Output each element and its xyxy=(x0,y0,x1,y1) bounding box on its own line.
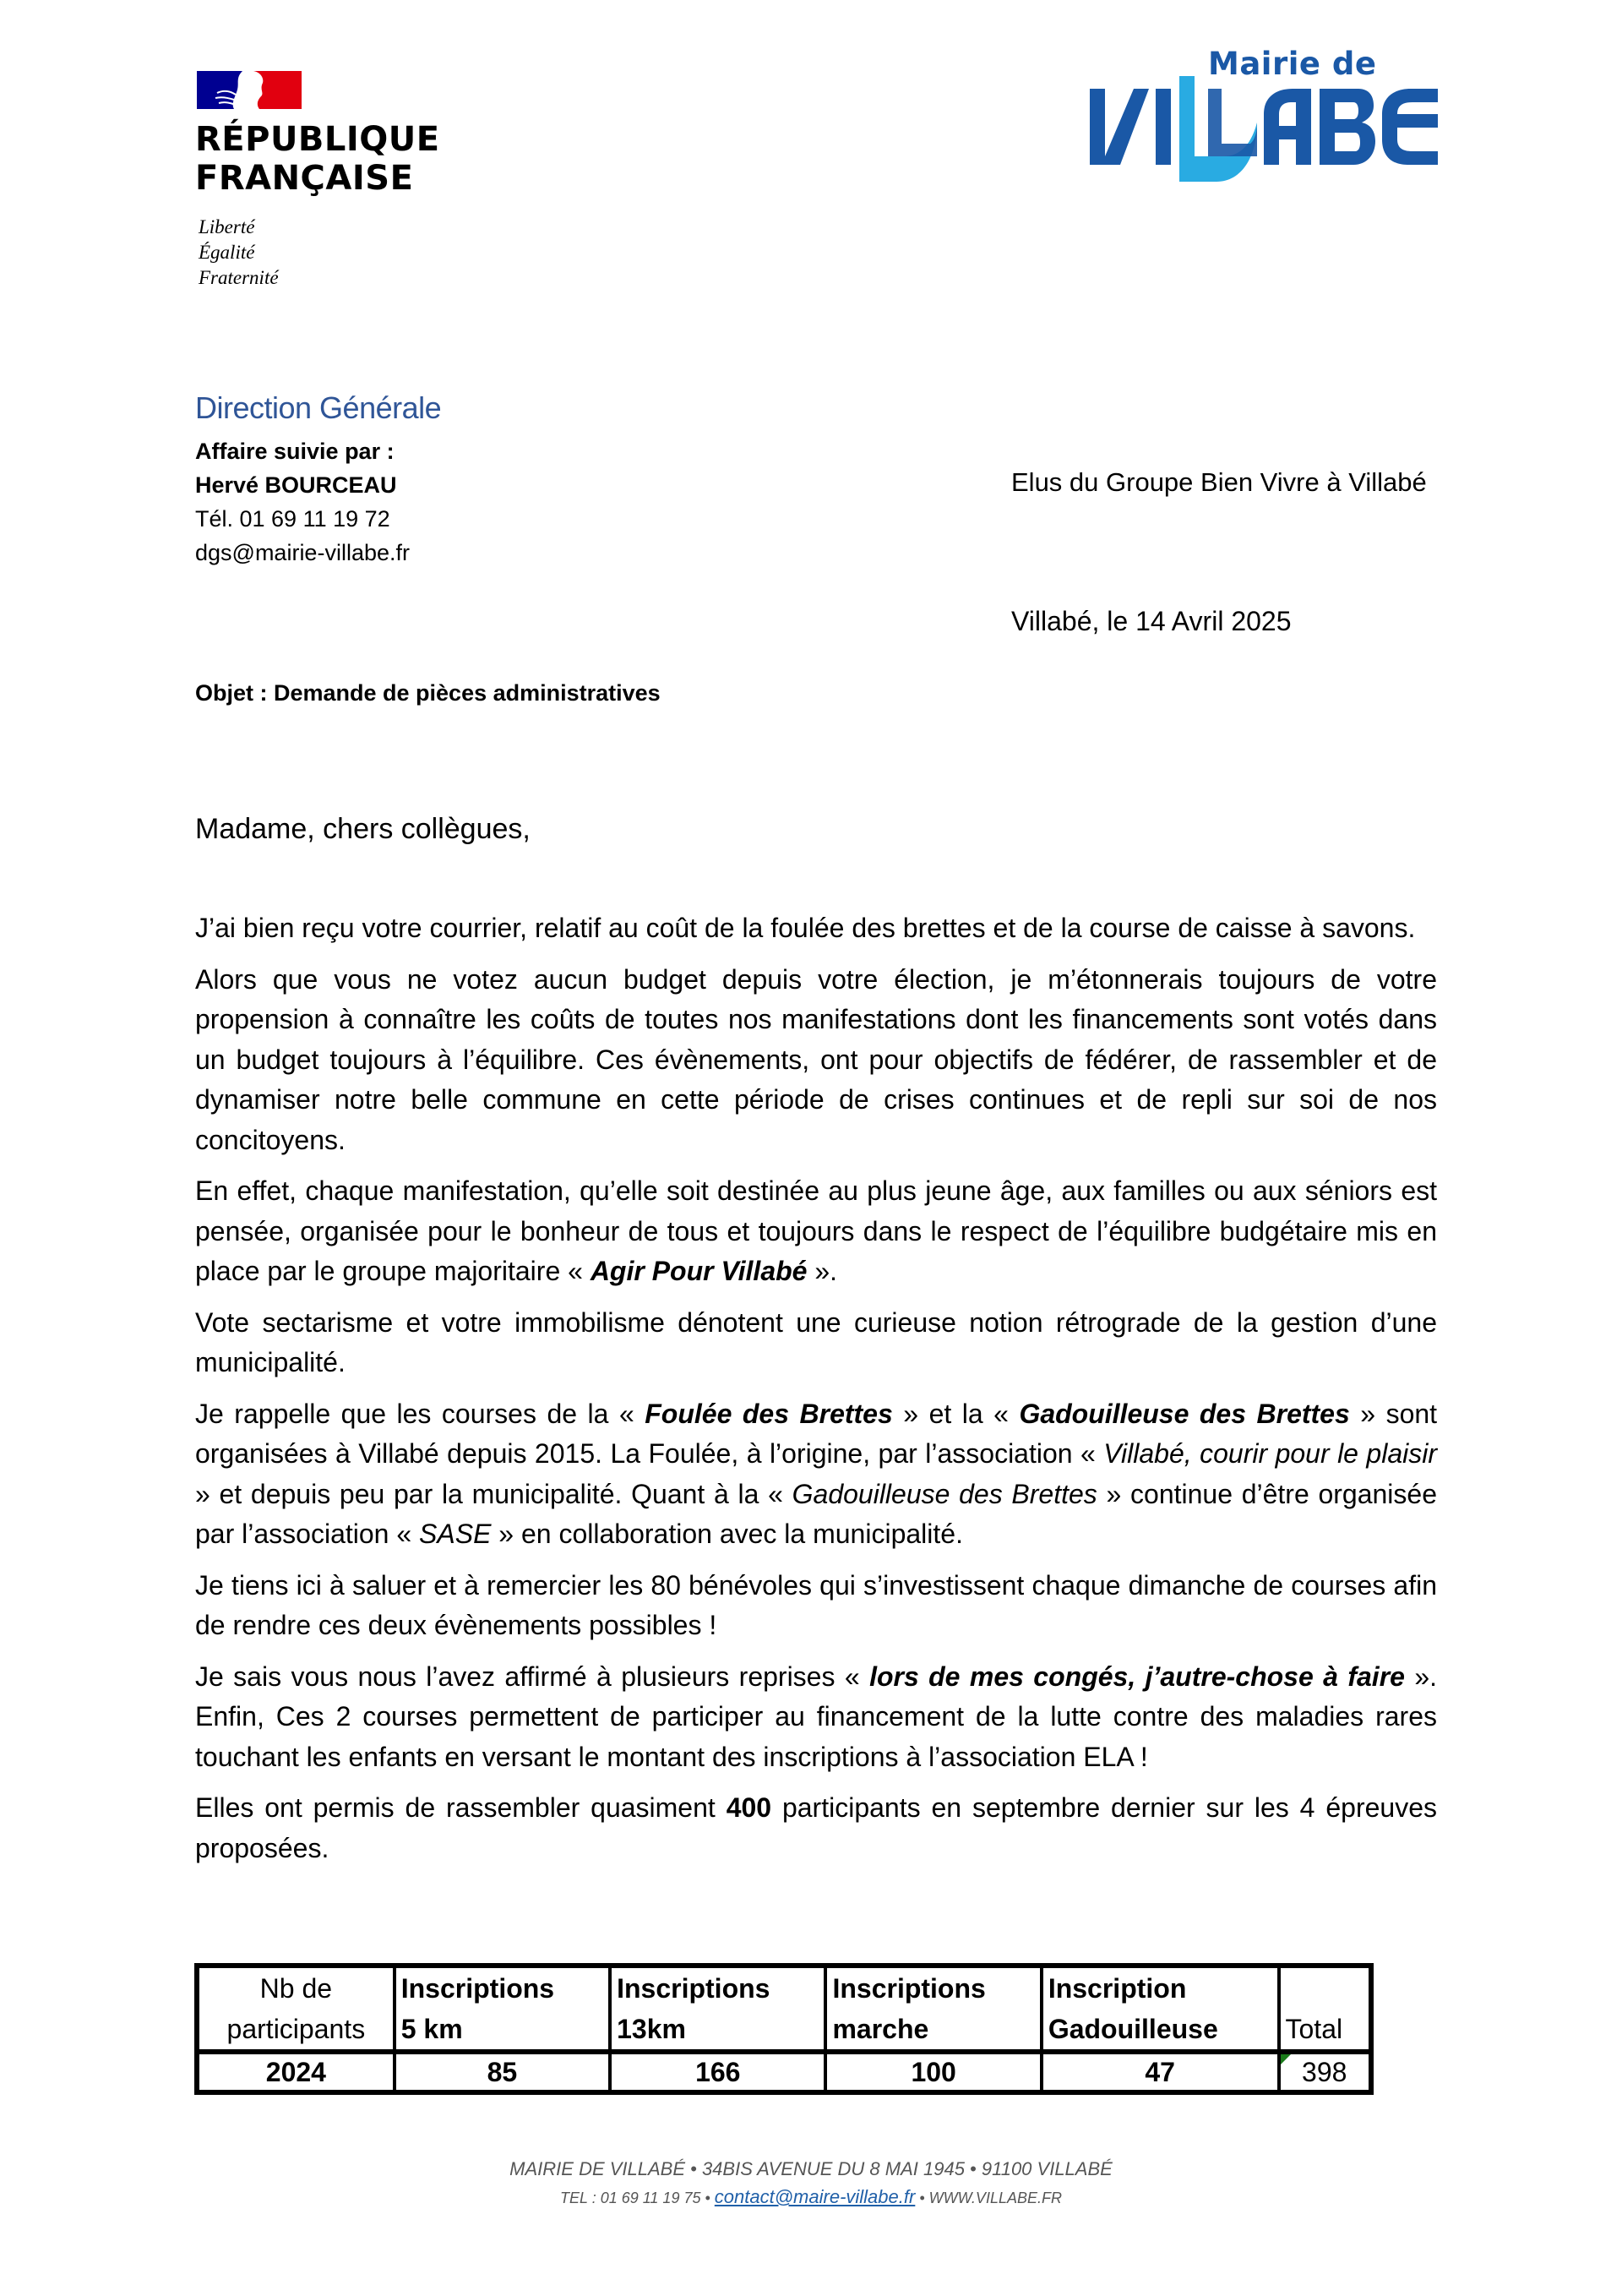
race-name-gadouilleuse: Gadouilleuse des Brettes xyxy=(1019,1398,1350,1429)
total-value: 398 xyxy=(1302,2056,1347,2087)
p5-text-c: » et la « xyxy=(892,1398,1020,1429)
footer-address: MAIRIE DE VILLABÉ • 34BIS AVENUE DU 8 MAI 1945 • 91100 VILLABÉ xyxy=(509,2158,1113,2179)
header-line2: Total xyxy=(1285,2014,1343,2044)
p5-text-a: Je rappelle que les courses de la « xyxy=(195,1398,645,1429)
paragraph-7 xyxy=(195,1657,1437,1778)
motto-egalite: Égalité xyxy=(199,242,255,263)
followed-by-label: Affaire suivie par : xyxy=(195,439,395,464)
header-line2: Gadouilleuse xyxy=(1048,2014,1218,2044)
majority-group-name: Agir Pour Villabé xyxy=(590,1256,808,1286)
salutation: Madame, chers collègues, xyxy=(195,813,531,845)
header-line1: Nb de xyxy=(259,1973,333,2004)
header-marche xyxy=(825,1966,1041,2052)
association-name-sase: SASE xyxy=(419,1519,492,1549)
sender-name: Hervé BOURCEAU xyxy=(195,472,397,498)
paragraph-8 xyxy=(195,1788,1437,1868)
header-line2: 13km xyxy=(617,2014,686,2044)
cell-5km: 85 xyxy=(395,2052,610,2092)
formula-indicator-icon xyxy=(1281,2054,1291,2064)
paragraph-6: Je tiens ici à saluer et à remercier les 80 bénévoles qui s’investissent chaque dimanche de courses afin de rendre ces deux évènements possibles ! xyxy=(195,1569,1437,1640)
p5-text-i: » continue d’être organisée par l’association « xyxy=(195,1478,1438,1549)
rf-title-line2: FRANÇAISE xyxy=(195,159,414,198)
header-participants xyxy=(197,1966,395,2052)
header-13km xyxy=(610,1966,825,2052)
motto-liberte: Liberté xyxy=(199,216,255,237)
header-line1: Inscription xyxy=(1048,1973,1187,2004)
rf-title-line1: RÉPUBLIQUE xyxy=(195,120,440,159)
header-line2: participants xyxy=(226,2014,366,2044)
paragraph-3 xyxy=(195,1171,1437,1292)
p8-text-a: Elles ont permis de rassembler quasiment xyxy=(195,1792,727,1823)
participants-count: 400 xyxy=(726,1792,772,1823)
header-line2: marche xyxy=(832,2014,929,2044)
footer-contact xyxy=(0,2183,1622,2212)
cell-marche: 100 xyxy=(825,2052,1041,2092)
letter-date: Villabé, le 14 Avril 2025 xyxy=(1011,606,1292,636)
race-name-gadouilleuse-italic: Gadouilleuse des Brettes xyxy=(792,1478,1097,1509)
p7-text-a: Je sais vous nous l’avez affirmé à plusieurs reprises « xyxy=(195,1661,870,1692)
header-line2: 5 km xyxy=(400,2014,463,2044)
footer-email-link[interactable]: contact@maire-villabe.fr xyxy=(714,2186,916,2207)
header-total xyxy=(1279,1966,1372,2052)
department-title: Direction Générale xyxy=(195,390,442,425)
p3-text: En effet, chaque manifestation, qu’elle soit destinée au plus jeune âge, aux familles ou aux séniors est pensée, organisée pour le bonheur de tous et toujours dans le respect de l’équilibre budgétaire mis en place par le groupe majoritaire « xyxy=(195,1175,1437,1286)
p5-text-e: » sont organisées à Villabé depuis 2015. La Foulée, à l’origine, par l’association « xyxy=(195,1398,1438,1469)
sender-phone: Tél. 01 69 11 19 72 xyxy=(195,506,390,532)
association-name-villabe-courir: Villabé, courir pour le plaisir xyxy=(1103,1438,1438,1469)
villabe-logo-top-text: Mairie de xyxy=(1208,46,1377,82)
cell-total xyxy=(1279,2052,1372,2092)
paragraph-2: Alors que vous ne votez aucun budget depuis votre élection, je m’étonnerais toujours de votre propension à connaître les coûts de toutes nos manifestations dont les financements sont votés dans un budget toujours à l’équilibre. Ces évènements, ont pour objectifs de fédérer, de rassembler et de dynamiser notre belle commune en cette période de crises continues et de repli sur soi de nos concitoyens. xyxy=(195,963,1437,1155)
quote: lors de mes congés, j’autre-chose à faire xyxy=(869,1661,1405,1692)
paragraph-5 xyxy=(195,1394,1437,1555)
marianne-flag-icon xyxy=(197,71,302,109)
cell-gadouilleuse: 47 xyxy=(1042,2052,1279,2092)
footer xyxy=(0,2155,1622,2212)
race-name-foulee: Foulée des Brettes xyxy=(645,1398,893,1429)
republique-francaise-title xyxy=(195,120,440,198)
table-row xyxy=(197,2052,1371,2092)
table-header-row xyxy=(197,1966,1371,2052)
p5-text-k: » en collaboration avec la municipalité. xyxy=(491,1519,963,1549)
header-line1: Inscriptions xyxy=(832,1973,986,2004)
villabe-logo-icon xyxy=(1090,72,1445,182)
paragraph-4: Vote sectarisme et votre immobilisme dénotent une curieuse notion rétrograde de la gestion d’une municipalité. xyxy=(195,1306,1437,1377)
letter-subject: Objet : Demande de pièces administratives xyxy=(195,680,661,706)
header-5km xyxy=(395,1966,610,2052)
p8-text-c: participants en septembre dernier sur les 4 épreuves proposées. xyxy=(195,1792,1438,1863)
header-line1: Inscriptions xyxy=(400,1973,555,2004)
letter-body xyxy=(195,908,1437,1879)
registrations-table xyxy=(194,1963,1374,2095)
footer-phone: TEL : 01 69 11 19 75 • xyxy=(560,2190,715,2206)
header-gadouilleuse xyxy=(1042,1966,1279,2052)
sender-info xyxy=(195,434,410,570)
motto-fraternite: Fraternité xyxy=(199,267,279,288)
p5-text-g: » et depuis peu par la municipalité. Quant à la « xyxy=(195,1478,792,1509)
footer-website: • WWW.VILLABE.FR xyxy=(915,2190,1062,2206)
p3-text-end: ». xyxy=(807,1256,838,1286)
header-line1: Inscriptions xyxy=(617,1973,770,2004)
rf-motto xyxy=(199,215,279,291)
sender-email[interactable]: dgs@mairie-villabe.fr xyxy=(195,540,410,565)
cell-year: 2024 xyxy=(197,2052,395,2092)
cell-13km: 166 xyxy=(610,2052,825,2092)
p7-text-c: ». Enfin, Ces 2 courses permettent de participer au financement de la lutte contre des maladies rares touchant les enfants en versant le montant des inscriptions à l’association ELA ! xyxy=(195,1661,1438,1772)
paragraph-1: J’ai bien reçu votre courrier, relatif au coût de la foulée des brettes et de la course de caisse à savons. xyxy=(195,913,1416,943)
recipient: Elus du Groupe Bien Vivre à Villabé xyxy=(1011,467,1427,497)
